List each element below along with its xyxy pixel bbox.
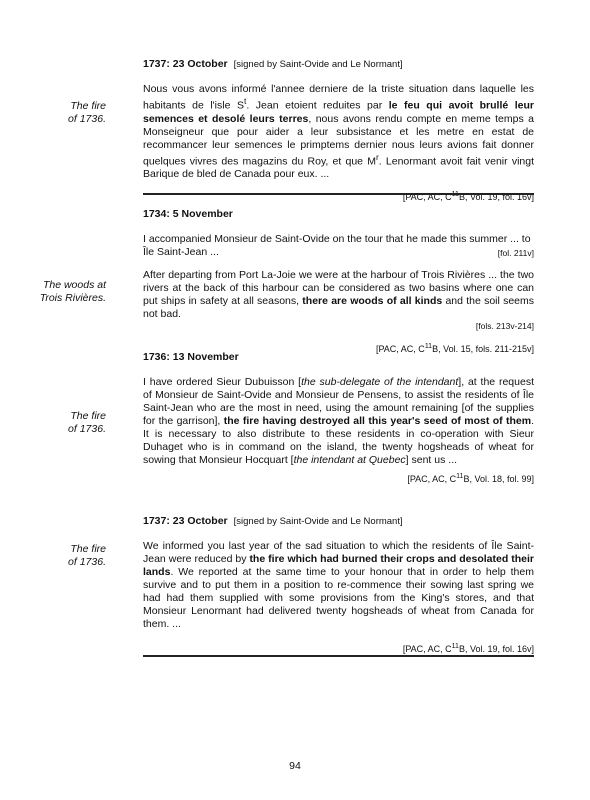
archive-reference: [PAC, AC, $C^{11}B$, Vol. 18, fol. 99]: [407, 473, 534, 484]
folio-reference: [fols. 213v-214]: [475, 321, 534, 331]
entry-2: [143, 208, 534, 355]
entry-heading: 1736: 13 November: [143, 351, 239, 363]
archive-reference: [PAC, AC, $C^{11}B$, Vol. 15, fols. 211-215v]: [375, 343, 534, 354]
section-divider: [143, 193, 534, 195]
entry-text: We informed you last year of the sad situation to which the residents of Île Saint-Jean were reduced by the fire which had burned their crops and desolated their lands. We reported at the same time to your honour that in order to help them survive and to put them in a position to re-commence their sowing last spring we had had them supplied with some provisions from the King's stores, and that Monsieur Lenormant had delivered twenty hogsheads of wheat from Canada for them. ...: [143, 540, 534, 630]
entry-heading: 1737: 23 October [signed by Saint-Ovide and Le Normant]: [143, 58, 403, 70]
entry-heading: 1734: 5 November: [143, 208, 233, 220]
margin-note: The fire of 1736.: [68, 410, 106, 435]
entry-1: [143, 58, 534, 203]
folio-reference: [fol. 211v]: [497, 248, 534, 258]
entry-text: After departing from Port La-Joie we were at the harbour of Trois Rivières ... the two rivers at the back of this harbour can be considered as two basins where one can put ships in safety at all seasons, there are woods of all kinds and the soil seems not bad.: [143, 269, 534, 320]
archive-reference: [PAC, AC, $C^{11}B$, Vol. 19, fol. 16v]: [402, 191, 534, 202]
entry-text: I accompanied Monsieur de Saint-Ovide on the tour that he made this summer ... to Île Saint-Jean ... [fol. 211v]: [143, 233, 534, 258]
signature-note: [signed by Saint-Ovide and Le Normant]: [233, 59, 403, 70]
entry-4: [143, 515, 534, 655]
margin-note: The woods at Trois Rivières.: [39, 279, 106, 304]
page-number: 94: [289, 760, 301, 772]
entry-text: Nous vous avons informé l'annee derniere de la triste situation dans laquelle les habitants de l'isle $S^t$. Jean etoient reduites par le feu qui avoit brullé leur semences et desolé leurs terres, nous avons rendu compte en meme temps a Monseigneur que pour aider a leur subsistance et les metre en estat de recommancer leur semences le primptems dernier nous leurs avions fait donner quelques vivres des magazins du Roy, et que $M^r$. Lenormant avoit fait venir vingt Barique de bled de Canada pour eux. ...: [143, 83, 534, 180]
entry-3: [143, 351, 534, 485]
margin-note: The fire of 1736.: [68, 100, 106, 125]
section-divider: [143, 655, 534, 657]
margin-note: The fire of 1736.: [68, 543, 106, 568]
entry-text: I have ordered Sieur Dubuisson [the sub-delegate of the intendant], at the request of Monsieur de Saint-Ovide and Monsieur de Pensens, to assist the residents of Île Saint-Jean who are the most in need, using the amount remaining [of the supplies for the garrison], the fire having destroyed all this year's seed of most of them. It is necessary to also distribute to these residents in co-operation with Sieur Duhaget who is in command on the island, the twenty hogsheads of wheat for sowing that Monsieur Hocquart [the intendant at Quebec] sent us ...: [143, 376, 534, 466]
archive-reference: [PAC, AC, $C^{11}B$, Vol. 19, fol. 16v]: [402, 643, 534, 654]
entry-heading: 1737: 23 October [signed by Saint-Ovide and Le Normant]: [143, 515, 403, 527]
signature-note: [signed by Saint-Ovide and Le Normant]: [233, 516, 403, 527]
